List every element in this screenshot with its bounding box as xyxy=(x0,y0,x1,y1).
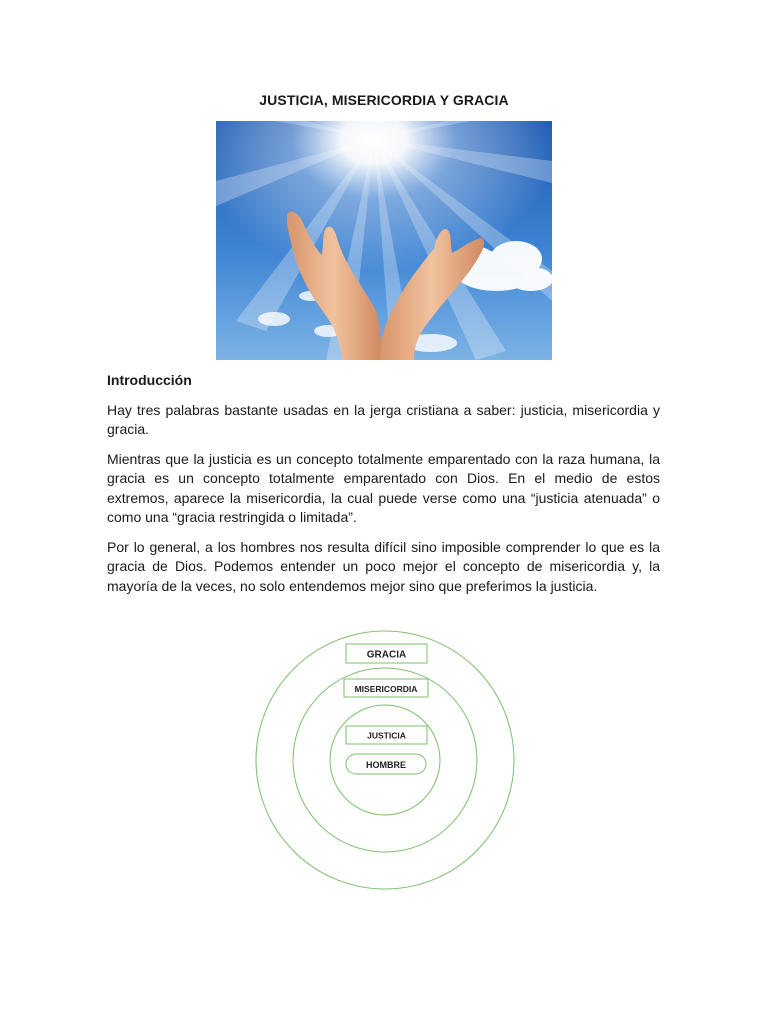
label-gracia: GRACIA xyxy=(366,649,407,661)
diagram-svg xyxy=(250,627,520,893)
concentric-circles-diagram xyxy=(250,627,520,893)
document-title: JUSTICIA, MISERICORDIA Y GRACIA xyxy=(259,92,509,108)
section-heading-introduccion: Introducción xyxy=(107,372,192,388)
paragraph-2: Mientras que la justicia es un concepto totalmente emparentado con la raza humana, la gracia es un concepto totalmente emparentado con Dios. En el medio de estos extremos, aparece la misericordia, la cual puede verse como una “justicia atenuada” o como una “gracia restringida o limitada”. xyxy=(107,451,660,525)
hero-image-hands-sky xyxy=(216,121,552,360)
label-misericordia: MISERICORDIA xyxy=(354,684,418,694)
paragraph-3: Por lo general, a los hombres nos resulta difícil sino imposible comprender lo que es la gracia de Dios. Podemos entender un poco mejor el concepto de misericordia y, la mayoría de la veces, no solo entendemos mejor sino que preferimos la justicia. xyxy=(107,539,660,594)
label-hombre: HOMBRE xyxy=(366,760,406,770)
paragraph-1: Hay tres palabras bastante usadas en la jerga cristiana a saber: justicia, misericordia y gracia. xyxy=(107,402,660,438)
hands-sky-illustration xyxy=(216,121,552,360)
label-justicia: JUSTICIA xyxy=(367,730,406,741)
